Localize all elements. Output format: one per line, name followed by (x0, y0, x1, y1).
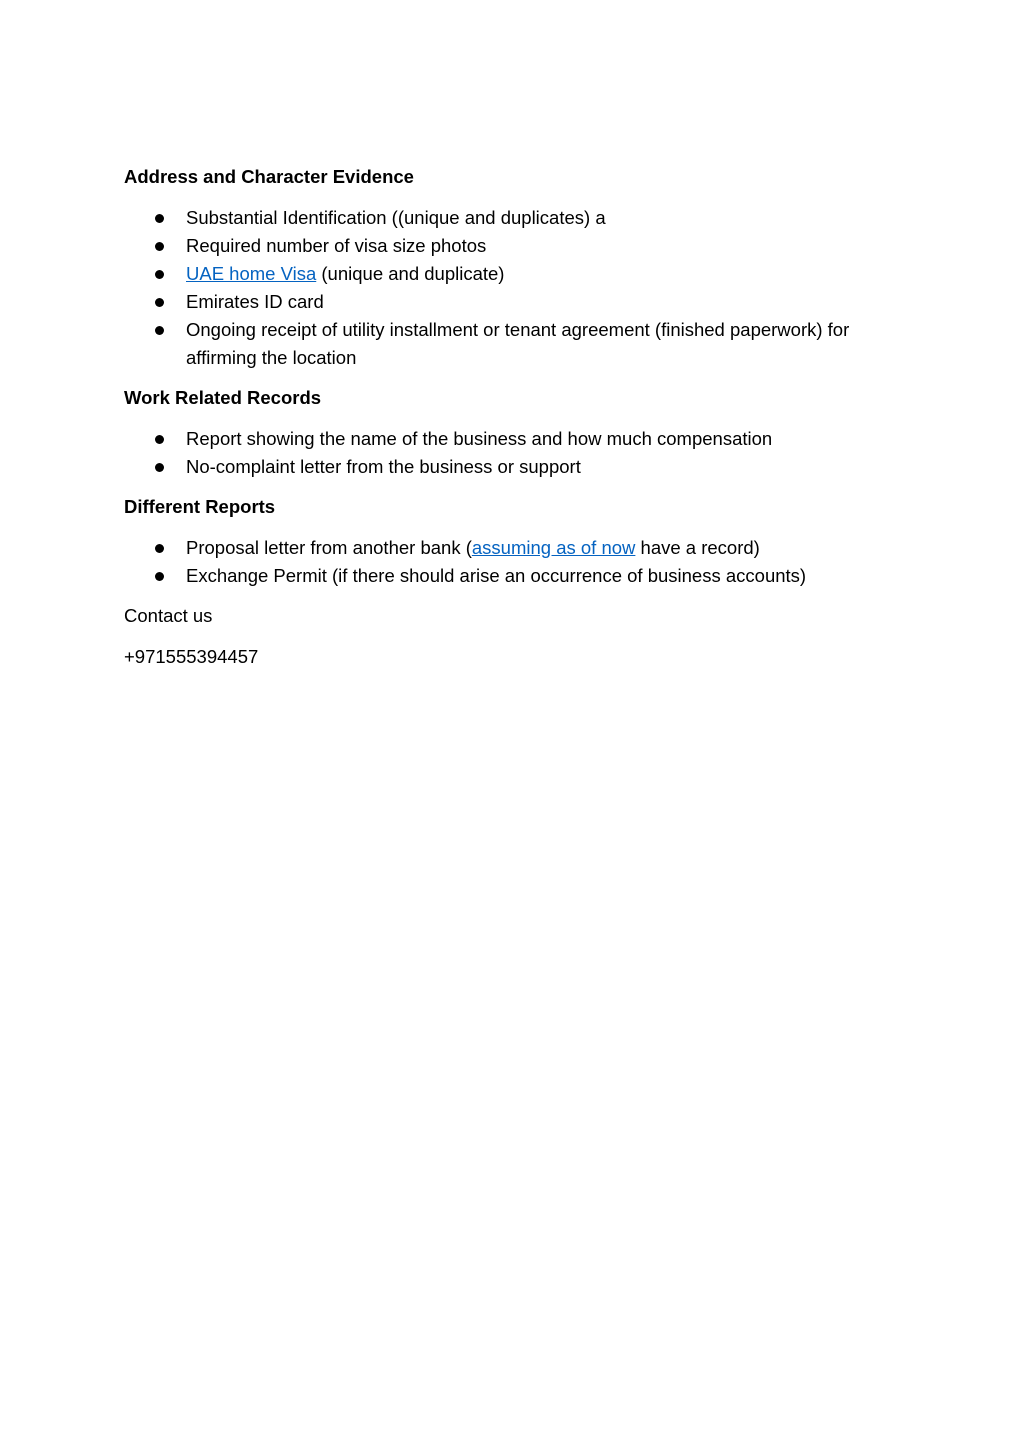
bullet-icon (155, 544, 164, 553)
list-item (124, 425, 904, 453)
section-heading-different-reports: Different Reports (124, 496, 276, 517)
address-evidence-list (124, 204, 904, 372)
list-item-text: Report showing the name of the business and how much compensation (186, 428, 773, 449)
bullet-icon (155, 214, 164, 223)
contact-phone: +971555394457 (124, 646, 259, 667)
bullet-icon (155, 270, 164, 279)
list-item-text: Exchange Permit (if there should arise an occurrence of business accounts) (186, 565, 807, 586)
list-item-text: have a record) (635, 537, 760, 558)
assuming-as-of-now-link[interactable]: assuming as of now (471, 537, 636, 558)
work-records-list (124, 425, 904, 481)
uae-home-visa-link[interactable]: UAE home Visa (186, 263, 317, 284)
list-item-text: Proposal letter from another bank ( (186, 537, 472, 558)
list-item-text: Required number of visa size photos (186, 235, 487, 256)
section-heading-work-records: Work Related Records (124, 387, 322, 408)
list-item-text: Ongoing receipt of utility installment or tenant agreement (finished paperwork) for affirming the location (186, 319, 850, 368)
list-item (124, 260, 904, 288)
contact-label: Contact us (124, 605, 213, 626)
bullet-icon (155, 298, 164, 307)
bullet-icon (155, 435, 164, 444)
list-item (124, 232, 904, 260)
bullet-icon (155, 463, 164, 472)
list-item (124, 453, 904, 481)
list-item (124, 534, 904, 562)
list-item-text: Substantial Identification ((unique and duplicates) a (186, 207, 606, 228)
document-content (124, 163, 904, 684)
list-item-text: No-complaint letter from the business or support (186, 456, 581, 477)
bullet-icon (155, 326, 164, 335)
list-item (124, 288, 904, 316)
different-reports-list (124, 534, 904, 590)
list-item (124, 316, 904, 372)
bullet-icon (155, 242, 164, 251)
list-item (124, 562, 904, 590)
section-heading-address: Address and Character Evidence (124, 166, 414, 187)
list-item-text: Emirates ID card (186, 291, 324, 312)
list-item-text: (unique and duplicate) (316, 263, 505, 284)
bullet-icon (155, 572, 164, 581)
list-item (124, 204, 904, 232)
